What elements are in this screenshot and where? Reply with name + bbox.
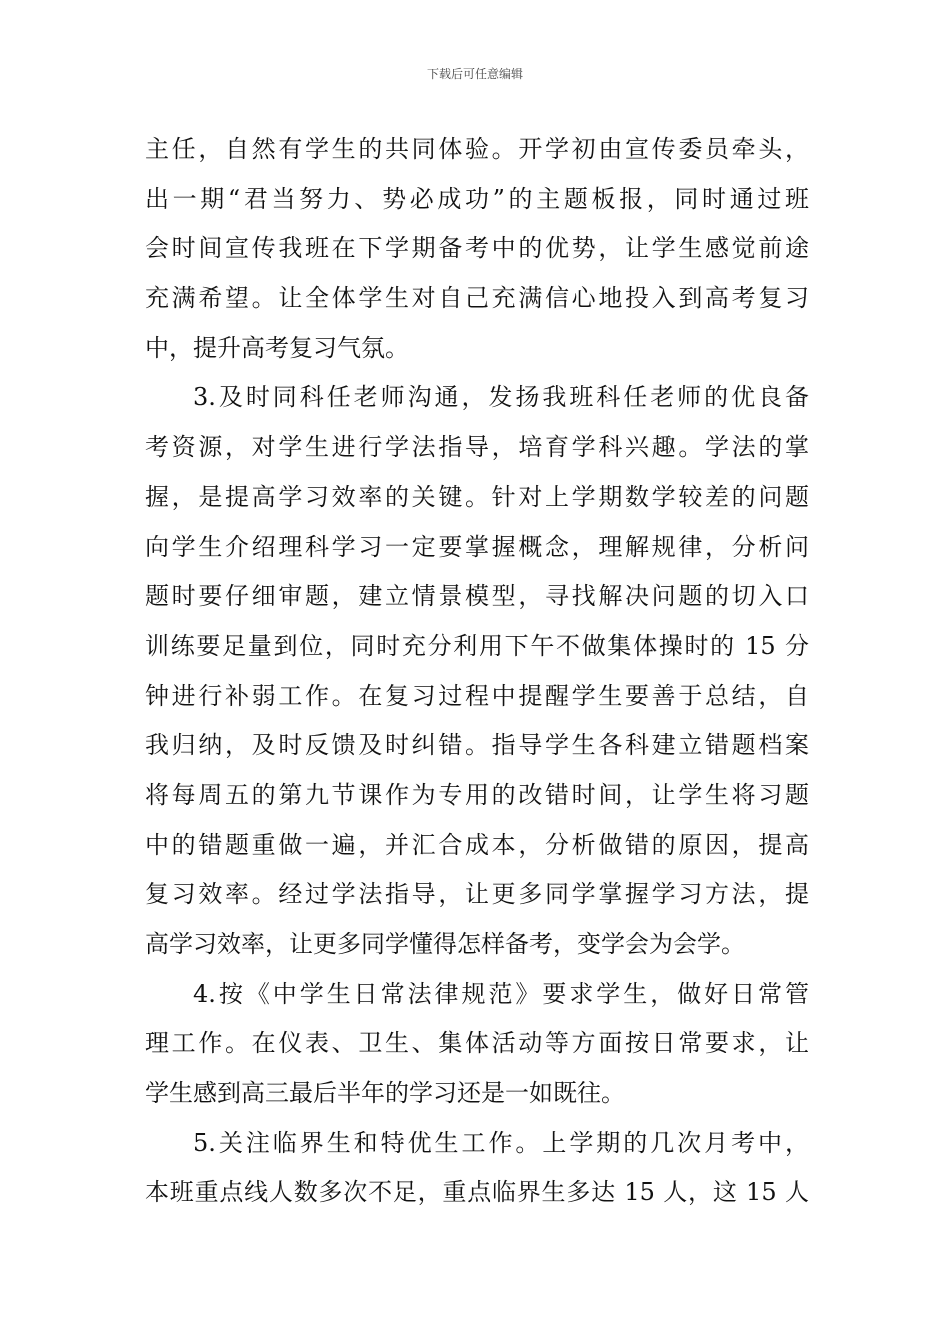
text-line: 充满希望。让全体学生对自己充满信心地投入到高考复习: [145, 284, 809, 313]
text-line: 考资源，对学生进行学法指导，培育学科兴趣。学法的掌: [145, 433, 809, 462]
header-note: 下载后可任意编辑: [426, 67, 523, 81]
text-line: 钟进行补弱工作。在复习过程中提醒学生要善于总结，自: [145, 681, 809, 710]
text-line: 理工作。在仪表、卫生、集体活动等方面按日常要求，让: [145, 1029, 809, 1058]
text-line: 复习效率。经过学法指导，让更多同学掌握学习方法，提: [145, 880, 809, 909]
text-line: 本班重点线人数多次不足，重点临界生多达 15 人，这 15 人: [145, 1178, 809, 1207]
document-body: [145, 125, 809, 1218]
text-line: 我归纳，及时反馈及时纠错。指导学生各科建立错题档案: [145, 731, 809, 760]
text-line: 握，是提高学习效率的关键。针对上学期数学较差的问题: [145, 482, 809, 511]
text-line: 会时间宣传我班在下学期备考中的优势，让学生感觉前途: [145, 234, 809, 263]
text-line: 题时要仔细审题，建立情景模型，寻找解决问题的切入口: [145, 582, 809, 611]
text-line: 中的错题重做一遍，并汇合成本，分析做错的原因，提高: [145, 830, 809, 859]
text-line: 训练要足量到位，同时充分利用下午不做集体操时的 15 分: [145, 631, 809, 660]
text-line: 3.及时同科任老师沟通，发扬我班科任老师的优良备: [193, 383, 809, 412]
text-line: 5.关注临界生和特优生工作。上学期的几次月考中，: [193, 1128, 809, 1157]
text-line: 4.按《中学生日常法律规范》要求学生，做好日常管: [193, 979, 809, 1008]
text-line: 高学习效率，让更多同学懂得怎样备考，变学会为会学。: [145, 930, 745, 958]
text-line: 中，提升高考复习气氛。: [145, 333, 409, 362]
text-line: 出一期“君当努力、势必成功”的主题板报，同时通过班: [145, 184, 809, 213]
text-line: 向学生介绍理科学习一定要掌握概念，理解规律，分析问: [145, 532, 809, 561]
text-line: 学生感到高三最后半年的学习还是一如既往。: [145, 1079, 625, 1108]
text-line: 主任，自然有学生的共同体验。开学初由宣传委员牵头，: [145, 135, 809, 163]
text-line: 将每周五的第九节课作为专用的改错时间，让学生将习题: [145, 780, 809, 809]
